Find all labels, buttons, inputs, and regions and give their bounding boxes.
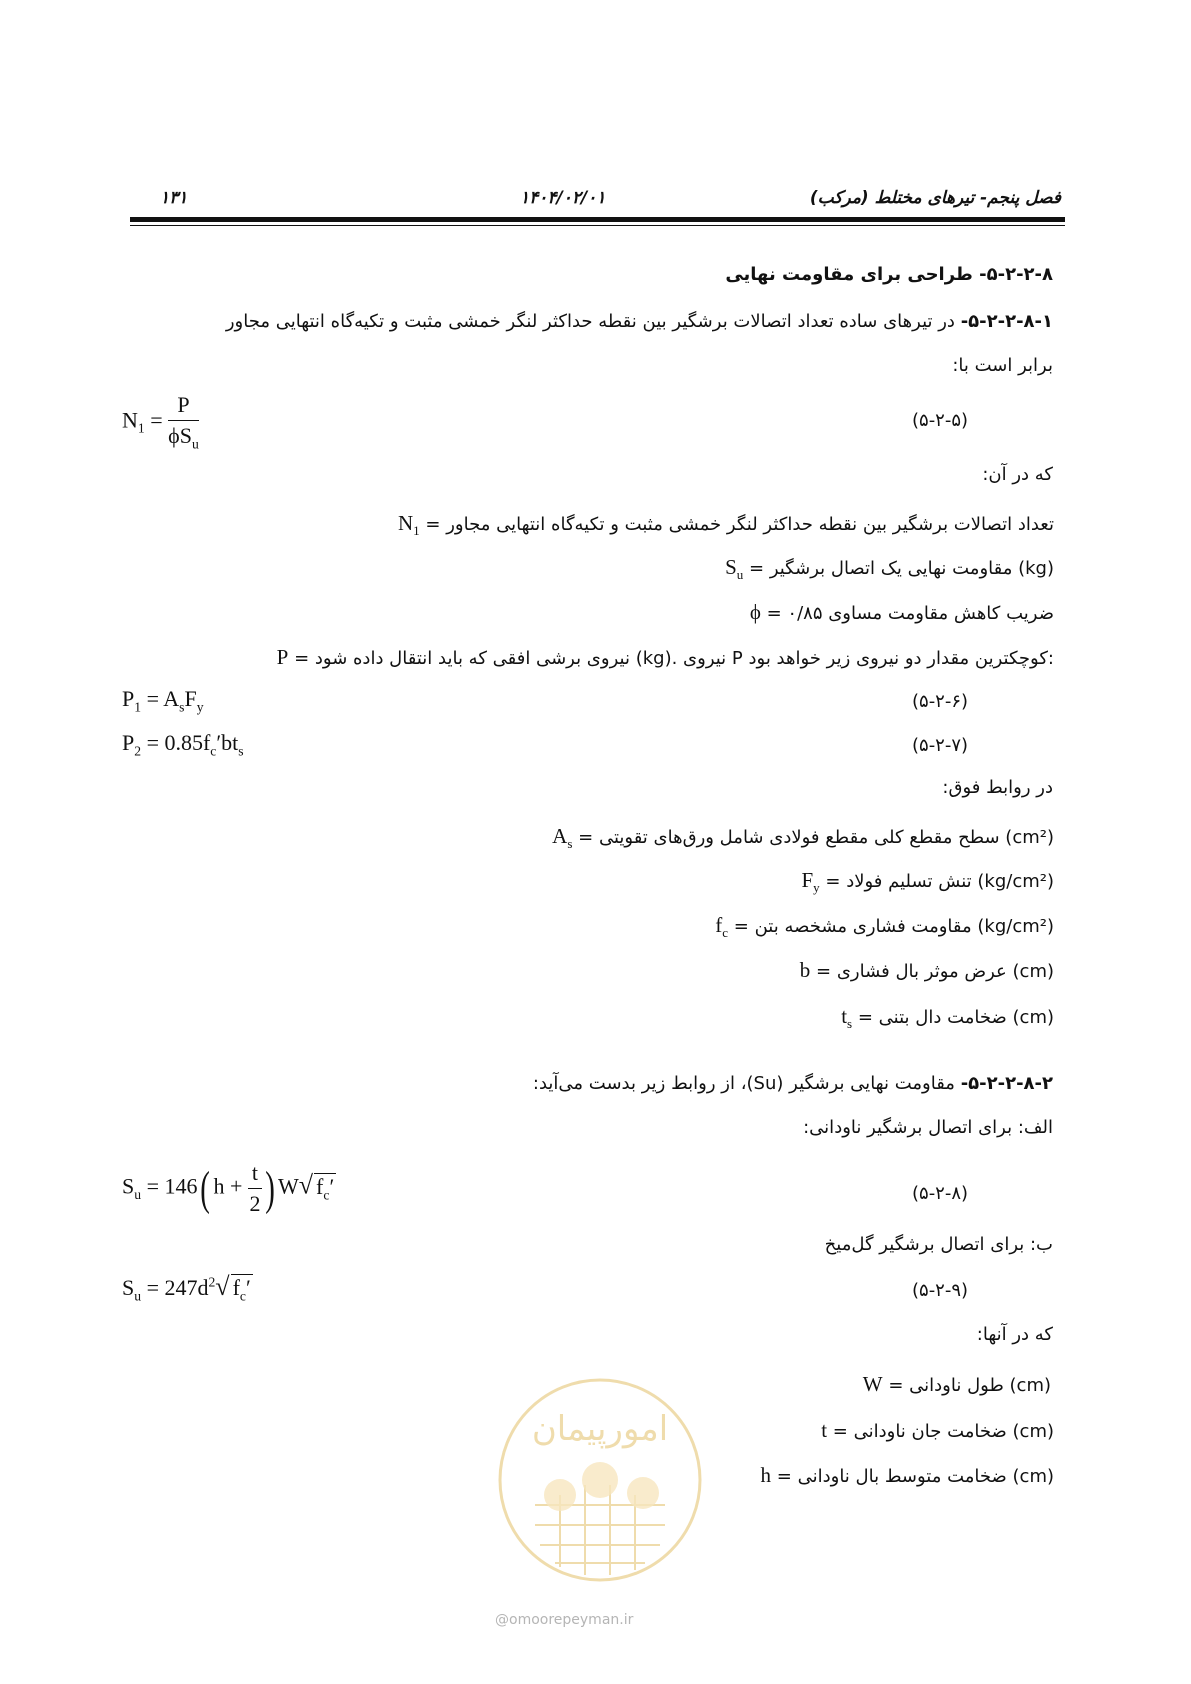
section-title: طراحی برای مقاومت نهایی: [725, 264, 973, 285]
def-text: = طول ناودانی (cm): [888, 1375, 1051, 1396]
definition-N1: [398, 511, 1054, 539]
definition-t: [821, 1418, 1054, 1443]
definition-phi: [750, 600, 1054, 625]
fraction-numerator: P: [168, 392, 199, 421]
definition-ts: [841, 1004, 1054, 1032]
def-text: = تعداد اتصالات برشگیر بین نقطه حداکثر لنگر خمشی مثبت و تکیه‌گاه انتهایی مجاور: [425, 514, 1054, 535]
den-text: ϕS: [168, 423, 192, 448]
def-text: = عرض موثر بال فشاری (cm): [816, 961, 1054, 982]
square-root: $f_c'$: [316, 1173, 335, 1202]
fraction: [168, 392, 199, 452]
definition-Fy: [801, 868, 1054, 896]
den-sub: u: [191, 436, 199, 452]
equation-number-5-2-6: (۵-۲-۶): [912, 691, 969, 712]
def-symbol: $f_c$: [715, 913, 729, 941]
def-text: = ضخامت جان ناودانی (cm): [832, 1421, 1054, 1442]
def-text: = ضخامت متوسط بال ناودانی (cm): [776, 1466, 1054, 1487]
definition-P: [277, 645, 1054, 670]
clause-1-line-1: [226, 313, 1053, 331]
def-symbol: ϕ: [749, 600, 761, 624]
equation-number-5-2-9: (۵-۲-۹): [912, 1280, 969, 1301]
def-text: = ضریب کاهش مقاومت مساوی ۰/۸۵: [766, 603, 1054, 624]
clause-2: [533, 1075, 1053, 1093]
definition-b: [800, 958, 1054, 983]
equation-number-5-2-8: (۵-۲-۸): [912, 1183, 969, 1204]
equation-5-2-9: $S_u = 247d^2√$ $f_c'$: [122, 1272, 251, 1304]
definition-W: [863, 1372, 1051, 1397]
where-label-1: که در آن:: [982, 464, 1053, 485]
def-symbol: W: [862, 1372, 883, 1396]
equation-number-5-2-7: (۵-۲-۷): [912, 735, 969, 756]
header-rule-thin: [130, 225, 1065, 226]
clause-1-text: در تیرهای ساده تعداد اتصالات برشگیر بین نقطه حداکثر لنگر خمشی مثبت و تکیه‌گاه انتهایی مجاور: [225, 311, 955, 332]
case-a-label: الف: برای اتصال برشگیر ناودانی:: [803, 1117, 1053, 1138]
where-label-2: در روابط فوق:: [942, 777, 1053, 798]
section-heading: [725, 266, 1053, 284]
chapter-title: فصل پنجم- تیرهای مختلط (مرکب): [809, 188, 1061, 208]
fraction-denominator: [168, 421, 199, 452]
definition-As: [552, 824, 1054, 852]
def-symbol: $N_1$: [397, 511, 420, 539]
clause-2-text: مقاومت نهایی برشگیر (Su)، از روابط زیر بدست می‌آید:: [532, 1073, 955, 1094]
def-symbol: $t_s$: [841, 1004, 853, 1032]
clause-1-line-2: برابر است با:: [952, 355, 1053, 376]
equation-5-2-6: $P_1 = A_sF_y$: [122, 686, 204, 715]
header-rule-thick: [130, 217, 1065, 222]
watermark-logo-text: امورپیمان: [531, 1409, 669, 1449]
page-number: ۱۳۱: [160, 188, 188, 208]
def-symbol: P: [276, 645, 289, 669]
equation-5-2-8: $S_u = 146$( h + $\frac{t}{2}$ ) W√ $f_c'$: [122, 1160, 335, 1216]
clause-1-number: ۵-۲-۲-۸-۱-: [960, 311, 1053, 332]
watermark-logo: [495, 1375, 705, 1585]
equation-5-2-7: $P_2 = 0.85f_c'bt_s$: [122, 730, 244, 759]
def-symbol: $S_u$: [725, 555, 744, 583]
case-b-label: ب: برای اتصال برشگیر گل‌میخ: [824, 1234, 1053, 1255]
def-text: = ضخامت دال بتنی (cm): [857, 1007, 1054, 1028]
def-symbol: b: [799, 958, 811, 982]
eq-lhs-sub: 1: [137, 420, 145, 436]
section-number: ۵-۲-۲-۸-: [979, 264, 1053, 285]
definition-fc: [715, 913, 1054, 941]
equation-5-2-5: $N_1$ = $\frac{P}{\phi S_u}$: [122, 392, 199, 452]
def-symbol: h: [760, 1463, 772, 1487]
equation-number-5-2-5: (۵-۲-۵): [912, 410, 969, 431]
page-date: ۱۴۰۴/۰۲/۰۱: [520, 188, 606, 208]
where-label-3: که در آنها:: [976, 1324, 1053, 1345]
definition-h: [761, 1463, 1054, 1488]
fraction: $\frac{t}{2}$: [249, 1160, 261, 1216]
square-root: $f_c'$: [232, 1275, 251, 1304]
def-symbol: $F_y$: [801, 868, 820, 896]
def-text: = تنش تسلیم فولاد (kg/cm²): [825, 871, 1054, 892]
watermark-url: @omoorepeyman.ir: [495, 1612, 634, 1628]
definition-Su: [725, 555, 1054, 583]
def-text: = نیروی برشی افقی که باید انتقال داده شود (kg). نیروی P کوچکترین مقدار دو نیروی زیر خواهد بود:: [294, 648, 1054, 669]
def-symbol: t: [821, 1418, 828, 1442]
def-text: = مقاومت فشاری مشخصه بتن (kg/cm²): [733, 916, 1054, 937]
clause-2-number: ۵-۲-۲-۸-۲-: [960, 1073, 1053, 1094]
def-text: = سطح مقطع کلی مقطع فولادی شامل ورق‌های تقویتی (cm²): [578, 827, 1054, 848]
def-text: = مقاومت نهایی یک اتصال برشگیر (kg): [749, 558, 1054, 579]
eq-lhs: N: [122, 407, 138, 433]
def-symbol: $A_s$: [552, 824, 573, 852]
